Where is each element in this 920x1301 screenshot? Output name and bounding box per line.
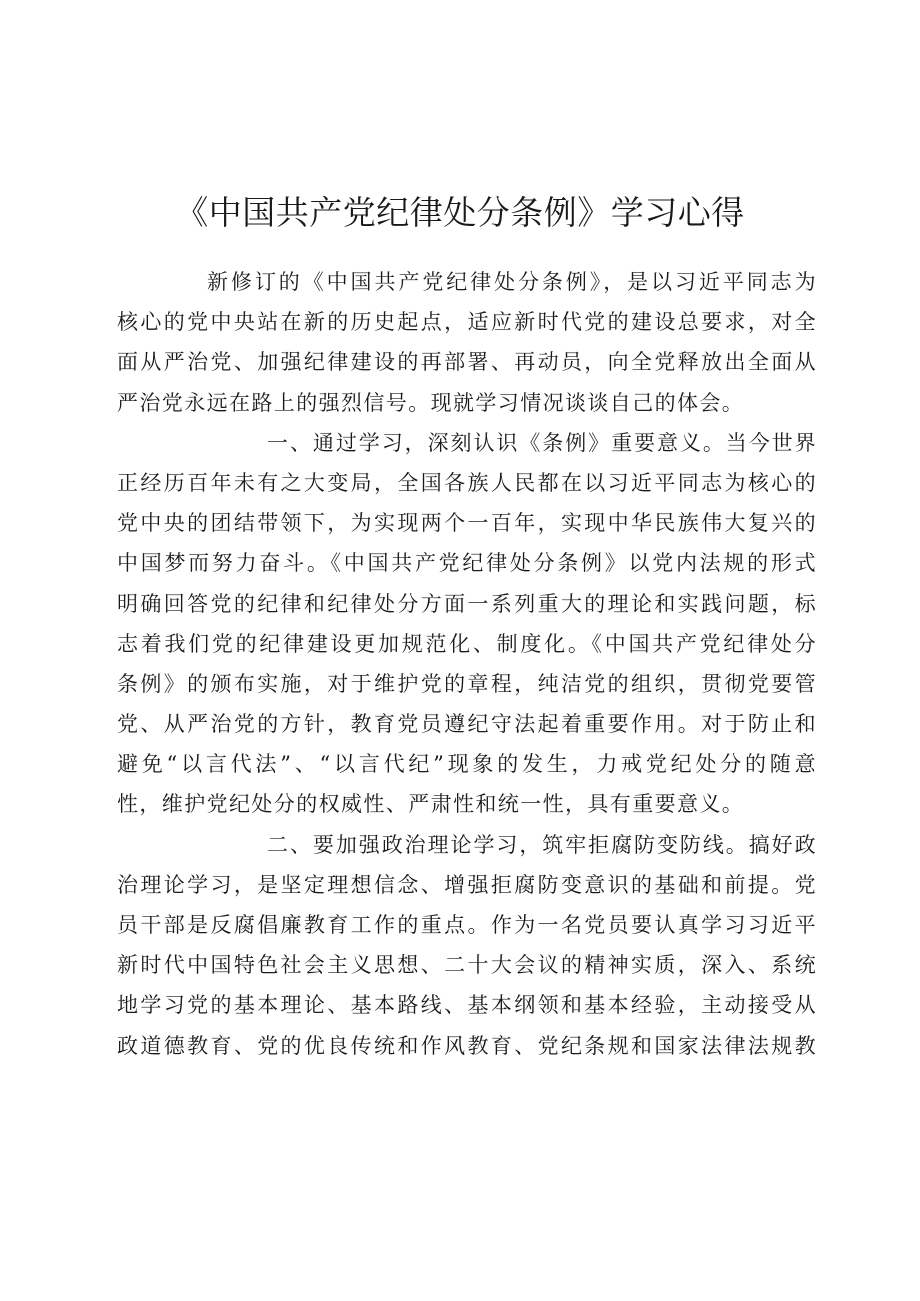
- paragraph-line: 员干部是反腐倡廉教育工作的重点。作为一名党员要认真学习习近平: [117, 913, 817, 937]
- paragraph-line: 新修订的《中国共产党纪律处分条例》，是以习近平同志为: [207, 270, 817, 294]
- paragraph-line: 党、从严治党的方针，教育党员遵纪守法起着重要作用。对于防止和: [117, 712, 817, 737]
- paragraph-line: 地学习党的基本理论、基本路线、基本纲领和基本经验，主动接受从: [117, 993, 817, 1018]
- paragraph-line: 条例》的颁布实施，对于维护党的章程，纯洁党的组织，贯彻党要管: [117, 671, 817, 696]
- paragraph-intro: [117, 262, 817, 423]
- paragraph-line: 志着我们党的纪律建设更加规范化、制度化。《中国共产党纪律处分: [117, 631, 817, 656]
- document-title: 《中国共产党纪律处分条例》学习心得: [175, 193, 745, 233]
- paragraph-line: 中国梦而努力奋斗。《中国共产党纪律处分条例》以党内法规的形式: [117, 551, 817, 576]
- paragraph-line: 党中央的团结带领下，为实现两个一百年，实现中华民族伟大复兴的: [117, 511, 817, 536]
- paragraph-line: 治理论学习，是坚定理想信念、增强拒腐防变意识的基础和前提。党: [117, 872, 817, 897]
- paragraph-line: 避免“以言代法”、“以言代纪”现象的发生，力戒党纪处分的随意: [117, 752, 817, 777]
- paragraph-line: 面从严治党、加强纪律建设的再部署、再动员，向全党释放出全面从: [117, 350, 817, 375]
- paragraph-line: 严治党永远在路上的强烈信号。现就学习情况谈谈自己的体会。: [117, 390, 745, 415]
- paragraph-line: 二、要加强政治理论学习，筑牢拒腐防变防线。搞好政: [267, 832, 817, 857]
- paragraph-line: 核心的党中央站在新的历史起点，适应新时代党的建设总要求，对全: [117, 310, 817, 335]
- document-body: [117, 262, 817, 1066]
- paragraph-section-2: [117, 825, 817, 1066]
- paragraph-section-1: [117, 423, 817, 825]
- paragraph-line: 新时代中国特色社会主义思想、二十大会议的精神实质，深入、系统: [117, 953, 817, 978]
- paragraph-line: 政道德教育、党的优良传统和作风教育、党纪条规和国家法律法规教: [117, 1033, 817, 1058]
- paragraph-line: 一、通过学习，深刻认识《条例》重要意义。当今世界: [267, 430, 817, 455]
- paragraph-line: 性，维护党纪处分的权威性、严肃性和统一性，具有重要意义。: [117, 792, 745, 817]
- paragraph-line: 正经历百年未有之大变局，全国各族人民都在以习近平同志为核心的: [117, 470, 817, 495]
- paragraph-line: 明确回答党的纪律和纪律处分方面一系列重大的理论和实践问题，标: [117, 591, 817, 616]
